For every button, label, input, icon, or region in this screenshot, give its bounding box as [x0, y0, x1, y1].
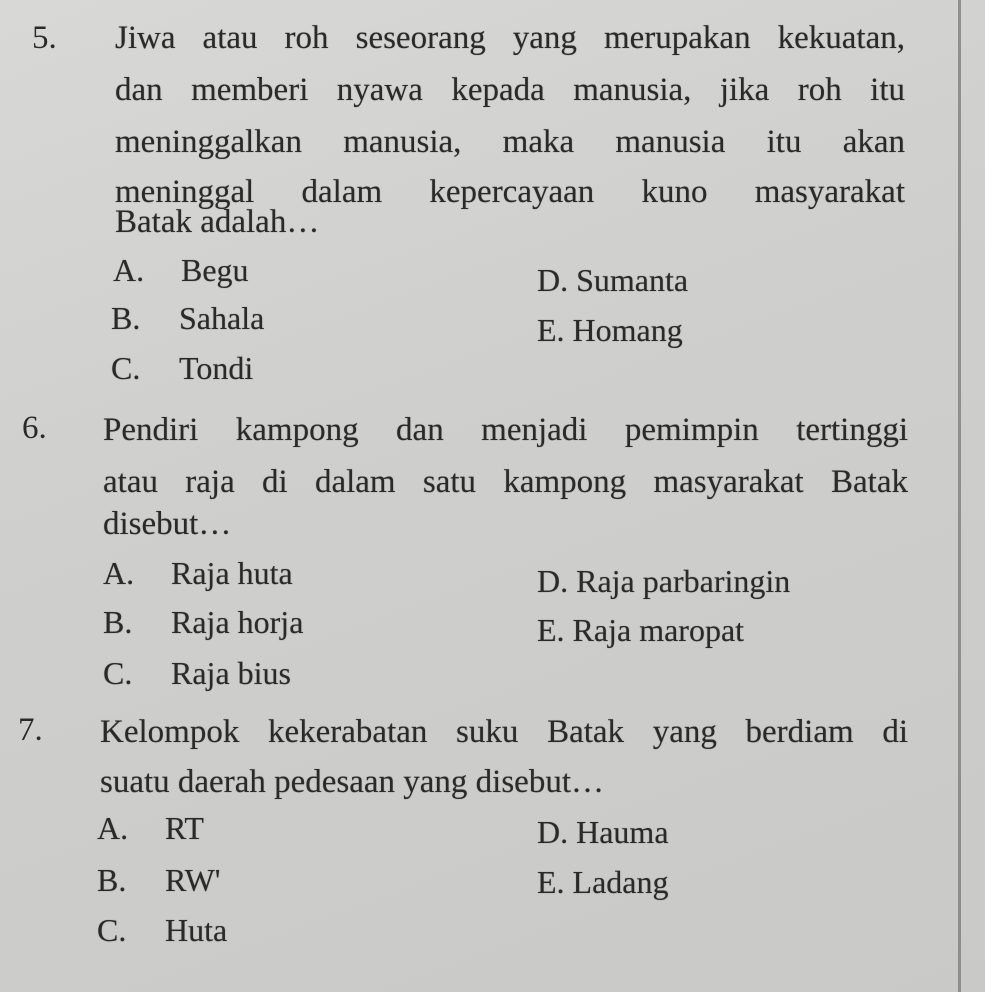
option-letter: B.: [97, 862, 127, 898]
answer-option-a[interactable]: [103, 553, 293, 593]
answer-option-d[interactable]: [537, 260, 688, 300]
option-letter: C.: [111, 350, 141, 386]
answer-option-a[interactable]: [113, 250, 249, 290]
option-text: Homang: [572, 312, 683, 348]
question-text-line: suatu daerah pedesaan yang disebut…: [100, 764, 604, 800]
option-letter: E.: [537, 864, 565, 900]
question-number: 6.: [22, 410, 47, 446]
answer-option-d[interactable]: [537, 812, 669, 852]
option-letter: E.: [537, 612, 565, 648]
answer-option-b[interactable]: [103, 602, 303, 642]
option-letter: B.: [111, 300, 141, 336]
answer-option-c[interactable]: [97, 910, 227, 950]
question-text-line: meninggalkan manusia, maka manusia itu akan: [115, 124, 905, 160]
answer-option-e[interactable]: [537, 310, 683, 350]
page-border-line: [958, 0, 961, 992]
question-text-line: Pendiri kampong dan menjadi pemimpin tertinggi: [103, 412, 908, 448]
option-letter: D.: [537, 563, 569, 599]
answer-option-b[interactable]: [111, 298, 264, 338]
option-text: Tondi: [179, 350, 254, 386]
answer-option-d[interactable]: [537, 561, 790, 601]
question-text-line: Kelompok kekerabatan suku Batak yang berdiam di: [100, 714, 908, 750]
option-text: Ladang: [572, 864, 669, 900]
option-text: RW': [165, 862, 221, 898]
answer-option-b[interactable]: [97, 860, 221, 900]
option-text: Raja horja: [171, 604, 304, 640]
question-text-line: Jiwa atau roh seseorang yang merupakan kekuatan,: [115, 20, 905, 56]
option-letter: A.: [97, 810, 129, 846]
answer-option-c[interactable]: [111, 348, 253, 388]
option-letter: D.: [537, 814, 569, 850]
option-text: Sahala: [179, 300, 265, 336]
option-text: Hauma: [576, 814, 669, 850]
option-letter: A.: [113, 252, 145, 288]
option-text: Huta: [165, 912, 228, 948]
option-letter: E.: [537, 312, 565, 348]
question-text-line: dan memberi nyawa kepada manusia, jika roh itu: [115, 72, 905, 108]
option-letter: C.: [97, 912, 127, 948]
option-text: Begu: [181, 252, 249, 288]
option-text: RT: [165, 810, 204, 846]
answer-option-e[interactable]: [537, 862, 669, 902]
answer-option-c[interactable]: [103, 653, 291, 693]
question-text-line: meninggal dalam kepercayaan kuno masyarakat: [115, 174, 905, 210]
question-number: 7.: [18, 712, 43, 748]
option-letter: D.: [537, 262, 569, 298]
question-text-line: Batak adalah…: [115, 204, 320, 240]
option-text: Raja parbaringin: [576, 563, 791, 599]
question-text-line: disebut…: [103, 506, 232, 542]
answer-option-e[interactable]: [537, 610, 744, 650]
option-letter: A.: [103, 555, 135, 591]
option-letter: C.: [103, 655, 133, 691]
question-text-line: atau raja di dalam satu kampong masyarakat Batak: [103, 464, 908, 500]
option-text: Raja bius: [171, 655, 291, 691]
option-text: Raja huta: [171, 555, 293, 591]
option-letter: B.: [103, 604, 133, 640]
question-number: 5.: [32, 20, 57, 56]
option-text: Raja maropat: [572, 612, 745, 648]
option-text: Sumanta: [576, 262, 689, 298]
answer-option-a[interactable]: [97, 808, 204, 848]
